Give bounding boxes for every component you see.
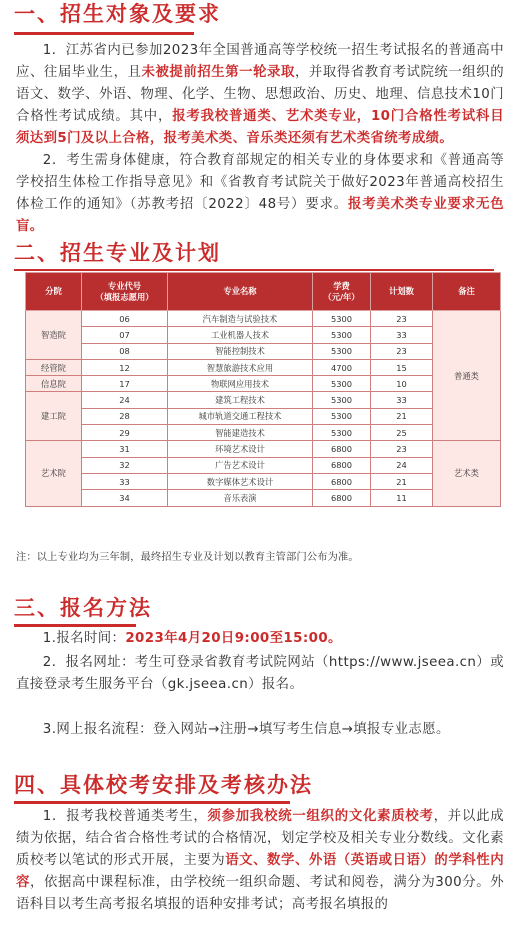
fee-cell: 6800 — [313, 457, 371, 473]
major-name-cell: 建筑工程技术 — [168, 392, 313, 408]
fee-cell: 5300 — [313, 327, 371, 343]
code-cell: 17 — [82, 376, 168, 392]
header-fee-line1: 学费 — [333, 280, 350, 291]
table-row — [26, 473, 501, 489]
text-run: ，依据高中课程标准，由学校统一组织命题、考试和阅卷，满分为300分。外语科目以考生高考报名填报的语种安排考试；高考报名填报的 — [16, 875, 504, 912]
major-name-cell: 工业机器人技术 — [168, 327, 313, 343]
highlight-text: 报考我校普通类、艺术类专业，10门合格性考试科目须达到5门及以上合格，报考美术类、音乐类还须有艺术类省统考成绩。 — [16, 109, 504, 146]
table-row — [26, 441, 501, 457]
remark-cell-general: 普通类 — [433, 311, 501, 441]
fee-cell: 6800 — [313, 490, 371, 506]
major-name-cell: 音乐表演 — [168, 490, 313, 506]
section-title-majors-plan: 二、招生专业及计划 — [14, 241, 221, 265]
code-cell: 29 — [82, 425, 168, 441]
plan-cell: 25 — [371, 425, 433, 441]
code-cell: 28 — [82, 408, 168, 424]
plan-cell: 11 — [371, 490, 433, 506]
section-underline — [14, 801, 290, 804]
major-name-cell: 智能建造技术 — [168, 425, 313, 441]
header-remark: 备注 — [433, 273, 501, 311]
plan-cell: 21 — [371, 473, 433, 489]
fee-cell: 5300 — [313, 408, 371, 424]
major-name-cell: 汽车制造与试验技术 — [168, 311, 313, 327]
table-row — [26, 343, 501, 359]
section-title-registration: 三、报名方法 — [14, 596, 152, 620]
major-name-cell: 数字媒体艺术设计 — [168, 473, 313, 489]
code-cell: 33 — [82, 473, 168, 489]
text-run: ，并以此成绩为依据，结合省合格性考试的合格情况，划定学校及相关专业分数线。文化素质校考以笔试的形式开展，主要为 — [16, 809, 504, 868]
table-row — [26, 327, 501, 343]
plan-cell: 23 — [371, 441, 433, 457]
highlight-text: 未被提前招生第一轮录取 — [141, 65, 295, 80]
major-name-cell: 环境艺术设计 — [168, 441, 313, 457]
plan-cell: 21 — [371, 408, 433, 424]
paragraph-registration-time — [16, 628, 504, 650]
text-run: 1.报名时间： — [42, 631, 126, 646]
highlight-text: 2023年4月20日9:00至15:00。 — [125, 631, 342, 646]
college-cell: 信息院 — [26, 376, 82, 392]
code-cell: 08 — [82, 343, 168, 359]
fee-cell: 6800 — [313, 441, 371, 457]
code-cell: 24 — [82, 392, 168, 408]
code-cell: 31 — [82, 441, 168, 457]
major-name-cell: 城市轨道交通工程技术 — [168, 408, 313, 424]
table-row — [26, 359, 501, 375]
plan-cell: 33 — [371, 392, 433, 408]
college-cell: 艺术院 — [26, 441, 82, 506]
paragraph-registration-flow: 3.网上报名流程：登入网站→注册→填写考生信息→填报专业志愿。 — [42, 722, 450, 737]
fee-cell: 6800 — [313, 473, 371, 489]
header-college: 分院 — [26, 273, 82, 311]
table-row — [26, 311, 501, 327]
table-row — [26, 408, 501, 424]
paragraph-exam-general — [16, 806, 504, 916]
code-cell: 07 — [82, 327, 168, 343]
header-code — [82, 273, 168, 311]
table-header-row — [26, 273, 501, 311]
major-name-cell: 物联网应用技术 — [168, 376, 313, 392]
header-major-name: 专业名称 — [168, 273, 313, 311]
section-underline — [14, 269, 494, 271]
major-name-cell: 广告艺术设计 — [168, 457, 313, 473]
code-cell: 12 — [82, 359, 168, 375]
college-cell: 经管院 — [26, 359, 82, 375]
table-row — [26, 376, 501, 392]
remark-cell-art: 艺术类 — [433, 441, 501, 506]
fee-cell: 4700 — [313, 359, 371, 375]
table-row — [26, 490, 501, 506]
major-name-cell: 智能控制技术 — [168, 343, 313, 359]
fee-cell: 5300 — [313, 392, 371, 408]
code-cell: 06 — [82, 311, 168, 327]
header-plan: 计划数 — [371, 273, 433, 311]
fee-cell: 5300 — [313, 343, 371, 359]
fee-cell: 5300 — [313, 311, 371, 327]
plan-cell: 23 — [371, 343, 433, 359]
text-run: 1．江苏省内已参加2023年全国普通高等学校统一招生考试报名的普通高中应、往届毕业生，且 — [16, 43, 504, 80]
fee-cell: 5300 — [313, 425, 371, 441]
header-code-line2: （填报志愿用） — [95, 291, 154, 302]
plan-cell: 10 — [371, 376, 433, 392]
highlight-text: 报考美术类专业要求无色盲。 — [16, 197, 504, 234]
plan-cell: 23 — [371, 311, 433, 327]
college-cell: 智造院 — [26, 311, 82, 360]
section-underline — [14, 624, 136, 627]
plan-cell: 24 — [371, 457, 433, 473]
text-run: 1．报考我校普通类考生， — [42, 809, 208, 824]
code-cell: 32 — [82, 457, 168, 473]
majors-table — [25, 272, 500, 507]
paragraph-eligibility — [16, 40, 504, 150]
code-cell: 34 — [82, 490, 168, 506]
paragraph-health — [16, 150, 504, 238]
header-fee-line2: （元/年） — [323, 291, 360, 302]
table-footnote: 注：以上专业均为三年制，最终招生专业及计划以教育主管部门公布为准。 — [16, 552, 359, 563]
plan-cell: 15 — [371, 359, 433, 375]
college-cell: 建工院 — [26, 392, 82, 441]
header-fee — [313, 273, 371, 311]
text-run: 2．考生需身体健康，符合教育部规定的相关专业的身体要求和《普通高等学校招生体检工作指导意见》和《省教育考试院关于做好2023年普通高校招生体检工作的通知》（苏教考招〔2022〕48号）要求。 — [16, 153, 504, 212]
section-title-admission-targets: 一、招生对象及要求 — [14, 2, 221, 26]
section-underline — [14, 32, 194, 35]
table-row — [26, 392, 501, 408]
table-row — [26, 457, 501, 473]
highlight-text: 语文、数学、外语（英语或日语）的学科性内容 — [16, 853, 505, 890]
section-title-exam-arrangement: 四、具体校考安排及考核办法 — [14, 773, 313, 797]
header-code-line1: 专业代号 — [107, 280, 142, 291]
paragraph-registration-url: 2．报名网址：考生可登录省教育考试院网站（https://www.jseea.cn）或直接登录考生服务平台（gk.jseea.cn）报名。 — [16, 655, 504, 692]
major-name-cell: 智慧旅游技术应用 — [168, 359, 313, 375]
fee-cell: 5300 — [313, 376, 371, 392]
table-row — [26, 425, 501, 441]
plan-cell: 33 — [371, 327, 433, 343]
text-run: ，并取得省教育考试院统一组织的语文、数学、外语、物理、化学、生物、思想政治、历史、地理、信息技术10门合格性考试成绩。其中， — [16, 65, 504, 124]
highlight-text: 须参加我校统一组织的文化素质校考 — [207, 809, 434, 824]
